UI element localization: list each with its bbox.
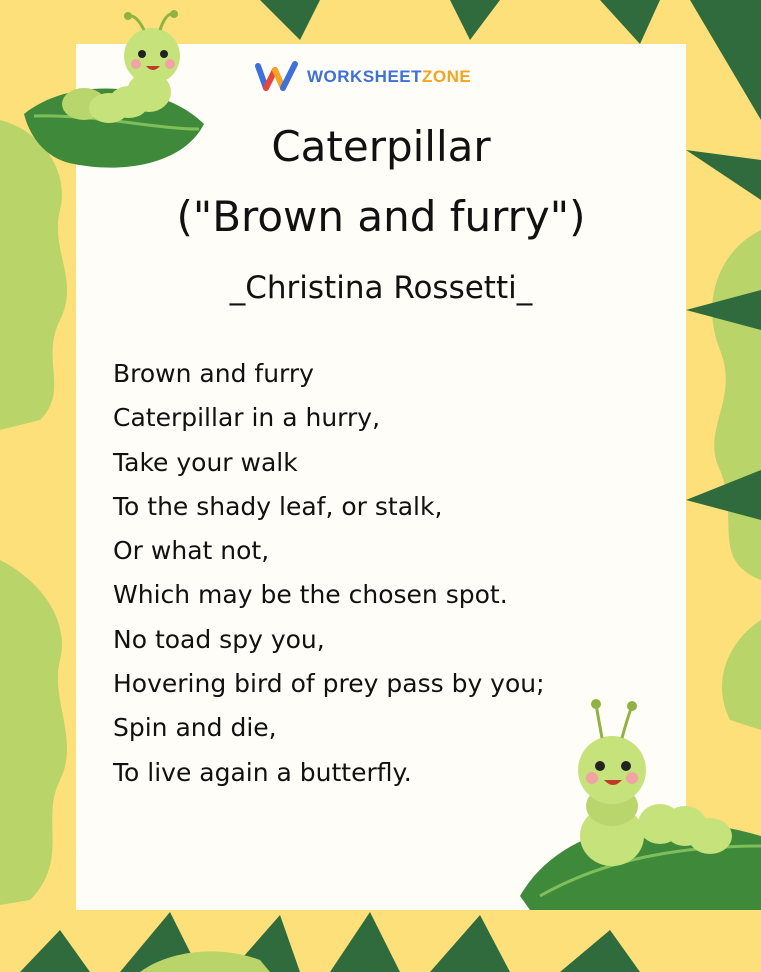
dark-frond-top-2: [450, 0, 500, 40]
poem-line: Brown and furry: [113, 359, 314, 388]
light-leaf-blob-left-bottom: [0, 560, 67, 905]
caterpillar-on-leaf-illustration-top: [14, 4, 210, 174]
poem-line: Or what not,: [113, 536, 270, 566]
poem-title-line1: Caterpillar: [271, 122, 491, 171]
poem-line: No toad spy you,: [113, 624, 325, 654]
dark-frond-bottom-1: [20, 930, 90, 972]
poem-title-line2: ("Brown and furry"): [176, 192, 586, 241]
dark-frond-bottom-5: [430, 915, 510, 972]
worksheetzone-logo-icon: [255, 60, 299, 94]
brand-name: [307, 67, 471, 87]
poem-line: Hovering bird of prey pass by you;: [113, 669, 545, 699]
dark-frond-top-1: [260, 0, 320, 40]
brand-name-part1: WORKSHEET: [307, 67, 422, 86]
brand-logo: [255, 60, 471, 94]
brand-name-part2: ZONE: [422, 67, 472, 86]
dark-frond-bottom-6: [560, 930, 640, 972]
caterpillar-on-leaf-illustration-bottom: [520, 696, 761, 910]
poem-line: Caterpillar in a hurry,: [113, 403, 381, 433]
poem-line: To live again a butterfly.: [113, 757, 412, 787]
poem-body: [113, 352, 545, 795]
dark-frond-right-1: [686, 150, 761, 200]
dark-frond-top-4: [690, 0, 761, 120]
poem-author: _Christina Rossetti_: [229, 270, 533, 306]
poem-line: Spin and die,: [113, 713, 277, 743]
poem-line: Take your walk: [113, 447, 298, 477]
dark-frond-top-3: [600, 0, 660, 44]
poem-line: To the shady leaf, or stalk,: [113, 491, 443, 521]
dark-frond-bottom-4: [330, 912, 400, 972]
light-leaf-blob-right-mid: [712, 230, 761, 580]
poem-line: Which may be the chosen spot.: [113, 580, 508, 610]
